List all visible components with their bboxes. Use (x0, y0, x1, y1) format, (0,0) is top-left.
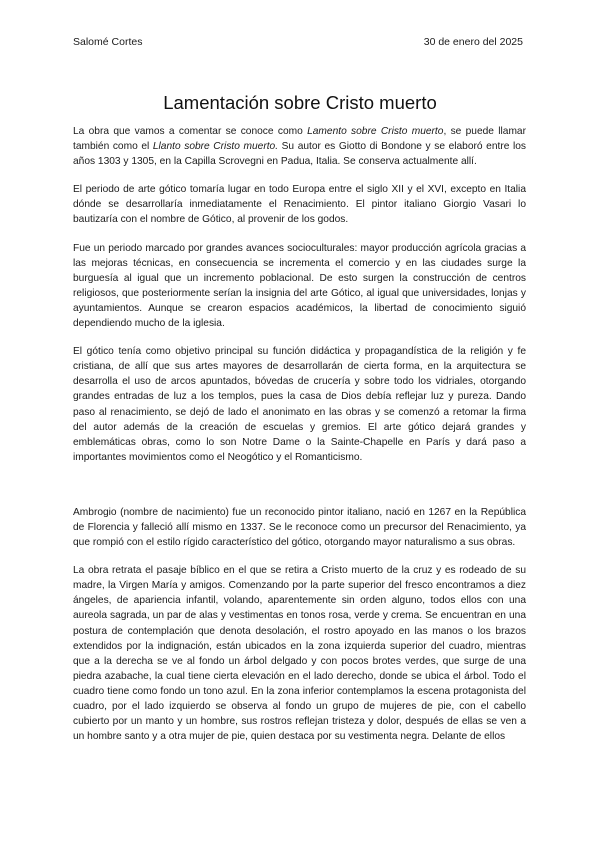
document-title: Lamentación sobre Cristo muerto (163, 92, 437, 113)
paragraph-gothic-purpose: El gótico tenía como objetivo principal su función didáctica y propagandística de la religión y fe cristiana, de allí que sus artes mayores de desarrollarán de cierta forma, en la arquitectura se desarrolla el uso de arcos apuntados, bóvedas de crucería y sobre todo los vidriales, otorgando grandes entradas de luz a los templos, pues la casa de Dios debía reflejar luz y pureza. Dando paso al renacimiento, se dejó de lado el anonimato en las obras y se comenzó a retomar la firma del autor además de la creación de escuelas y gremios. El arte gótico dejará grandes y emblemáticas obras, como lo son Notre Dame o la Sainte-Chapelle en París y dará paso a importantes movimientos como el Neogótico y el Romanticismo. (73, 346, 526, 463)
author-name: Salomé Cortes (73, 36, 143, 48)
work-title-italic: Lamento sobre Cristo muerto (307, 126, 444, 137)
document-body (73, 124, 526, 757)
page-header (73, 36, 523, 50)
paragraph-gothic-period: El periodo de arte gótico tomaría lugar en todo Europa entre el siglo XII y el XVI, excepto en Italia dónde se desarrollaría inmediatamente el Renacimiento. El pintor italiano Giorgio Vasari lo bautizaría con el nombre de Gótico, al provenir de los godos. (73, 184, 526, 226)
paragraph-ambrogio: Ambrogio (nombre de nacimiento) fue un reconocido pintor italiano, nació en 1267 en la República de Florencia y falleció allí mismo en 1337. Se le reconoce como un precursor del Renacimiento, ya que rompió con el estilo rígido característico del gótico, otorgando mayor naturalismo a sus obras. (73, 506, 526, 549)
paragraph-description: La obra retrata el pasaje bíblico en el que se retira a Cristo muerto de la cruz y es rodeado de su madre, la Virgen María y amigos. Comenzando por la parte superior del fresco encontramos a diez ángeles, de apariencia infantil, volando, aparentemente sin orden alguno, todos ellos con una aureola sagrada, un par de alas y vestimentas en tonos rosa, verde y crema. Se encuentran en una postura de contemplación que denota desolación, el rostro apoyado en las manos o los brazos extendidos por la indignación, están ubicados en la zona izquierda superior del cuadro, mientras que a la derecha se ve al fondo un árbol delgado y con pocos brotes verdes, que surge de una piedra azabache, la cual tiene cierta elevación en el lado derecho, donde se ubica el árbol. Todo el cuadro tiene como fondo un tono azul. En la zona inferior contemplamos la escena protagonista del cuadro, por el lado izquierdo se observa al fondo un grupo de mujeres de pie, con el cabello cubierto por un manto y un hombre, sus rostros reflejan tristeza y dolor, después de ellas se ven a un hombre santo y a otra mujer de pie, quien destaca por su vestimenta negra. Delante de ellos (73, 565, 526, 743)
paragraph-intro: La obra que vamos a comentar se conoce como Lamento sobre Cristo muerto, se puede llamar también como el Llanto sobre Cristo muerto. Su autor es Giotto di Bondone y se elaboró entre los años 1303 y 1305, en la Capilla Scrovegni en Padua, Italia. Se conserva actualmente allí. (73, 126, 527, 168)
alt-title-italic: Llanto sobre Cristo muerto. (152, 141, 279, 153)
paragraph-sociocultural: Fue un periodo marcado por grandes avances socioculturales: mayor producción agrícola gracias a las mejoras técnicas, en consecuencia se incrementa el comercio y en las ciudades surge la burguesía al igual que un incremento poblacional. De esto surgen la construcción de centros religiosos, que posteriormente serían la insignia del arte Gótico, al igual que universidades, lonjas y ayuntamientos. Aunque se crearon espacios académicos, la libertad de conocimiento siguió dependiendo mucho de la iglesia. (73, 242, 526, 330)
document-date: 30 de enero del 2025 (423, 36, 523, 48)
